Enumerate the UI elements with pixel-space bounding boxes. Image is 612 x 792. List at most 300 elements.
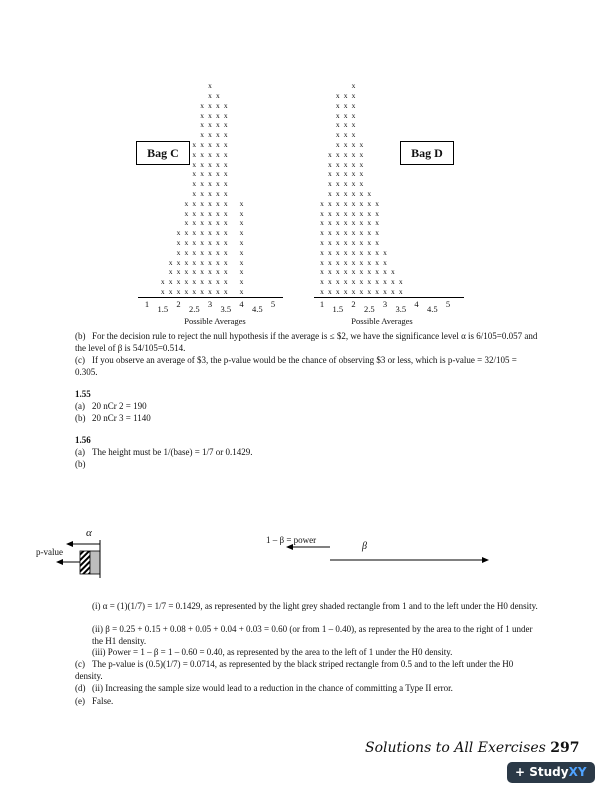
q155-a-text: 20 nCr 2 = 190: [92, 401, 147, 411]
bag-c-x-mark: x: [200, 179, 204, 189]
bag-c-x-mark: x: [208, 218, 212, 228]
bag-d-x-mark: x: [383, 287, 387, 296]
bag-d-x-mark: x: [351, 130, 356, 140]
bag-d-x-mark: x: [351, 100, 356, 110]
bag-d-x-mark: x: [351, 149, 356, 159]
bag-c-x-mark: x: [200, 159, 204, 169]
bag-c-x-mark: x: [216, 189, 220, 198]
bag-d-x-mark: x: [398, 287, 403, 296]
bag-c-x-mark: x: [200, 189, 204, 198]
brand-study: Study: [529, 765, 569, 779]
q155-b: [75, 413, 151, 425]
paragraph-c: [75, 355, 540, 378]
q156-e: [75, 696, 542, 708]
bag-d-x-mark: x: [367, 189, 372, 198]
bag-c-x-mark: x: [216, 218, 220, 228]
bag-c-x-mark: x: [216, 100, 220, 110]
bag-d-x-mark: x: [351, 159, 356, 169]
bag-c-x-mark: x: [184, 218, 189, 228]
bag-c-x-mark: x: [216, 179, 220, 189]
bag-c-axis-title: Possible Averages: [184, 316, 246, 326]
bag-d-x-mark: x: [343, 208, 348, 218]
bag-d-x-mark: x: [328, 149, 332, 159]
brand-xy: XY: [568, 765, 587, 779]
bag-c-tick-label: 1.5: [157, 304, 169, 314]
bag-c-x-mark: x: [192, 159, 197, 169]
bag-c-tick-label: 2: [176, 299, 181, 309]
bag-c-x-mark: x: [184, 277, 189, 287]
bag-d-x-mark: x: [335, 140, 340, 149]
bag-c-x-mark: x: [208, 238, 212, 247]
bag-d-x-mark: x: [391, 287, 395, 296]
bag-c-x-mark: x: [208, 198, 212, 208]
bag-d-x-mark: x: [328, 208, 332, 218]
bag-c-x-mark: x: [208, 81, 212, 91]
bag-d-x-mark: x: [359, 257, 364, 267]
bag-d-x-mark: x: [343, 228, 348, 238]
q156-d-label: (d): [75, 683, 86, 693]
bag-d-x-mark: x: [335, 238, 340, 247]
studyxy-logo[interactable]: [507, 762, 595, 783]
bag-c-x-mark: x: [184, 247, 189, 257]
bag-d-x-mark: x: [359, 179, 364, 189]
q155-b-text: 20 nCr 3 = 1140: [92, 413, 151, 423]
bag-d-x-mark: x: [367, 287, 372, 296]
bag-c-x-mark: x: [223, 149, 228, 159]
q156-a-label: (a): [75, 447, 85, 457]
bag-d-x-mark: x: [320, 238, 324, 247]
bag-c-x-mark: x: [239, 238, 244, 247]
bag-c-x-mark: x: [200, 110, 204, 120]
bag-d-x-mark: x: [383, 267, 387, 277]
bag-d-x-mark: x: [359, 238, 364, 247]
bag-d-x-mark: x: [328, 198, 332, 208]
bag-c-x-mark: x: [208, 247, 212, 257]
bag-c-x-mark: x: [176, 247, 181, 257]
bag-d-x-mark: x: [335, 179, 340, 189]
bag-d-x-mark: x: [328, 189, 332, 198]
bag-d-x-mark: x: [351, 198, 356, 208]
bag-c-x-mark: x: [192, 228, 197, 238]
bag-d-x-mark: x: [335, 169, 340, 179]
pvalue-label: p-value: [36, 547, 63, 557]
bag-d-x-mark: x: [335, 120, 340, 130]
bag-d-x-mark: x: [328, 267, 332, 277]
footer-title-text: Solutions to All Exercises: [365, 740, 546, 756]
pvalue-arrow: [56, 559, 82, 565]
bag-d-x-mark: x: [335, 130, 340, 140]
bag-c-tick-label: 1: [144, 299, 150, 309]
bag-d-x-mark: x: [375, 287, 379, 296]
bag-c-tick-label: 3: [207, 299, 213, 309]
bag-c-tick-label: 5: [270, 299, 276, 309]
bag-d-x-mark: x: [375, 247, 379, 257]
bag-d-x-mark: x: [359, 267, 364, 277]
bag-d-x-mark: x: [359, 208, 364, 218]
bag-c-x-mark: x: [192, 179, 197, 189]
alpha-grey-rect: [90, 551, 100, 574]
paragraph-c-label: (c): [75, 355, 85, 365]
bag-d-x-mark: x: [343, 267, 348, 277]
bag-c-x-mark: x: [176, 228, 181, 238]
bag-c-tick-label: 4.5: [251, 304, 263, 314]
alpha-label: α: [86, 527, 92, 539]
bag-c-x-mark: x: [223, 169, 228, 179]
bag-c-x-mark: x: [239, 208, 244, 218]
bag-c-x-mark: x: [223, 277, 228, 287]
bag-d-x-mark: x: [375, 198, 379, 208]
bag-d-x-mark: x: [375, 218, 379, 228]
bag-d-x-mark: x: [320, 257, 324, 267]
pvalue-striped-rect: [80, 551, 90, 574]
bag-c-x-mark: x: [200, 267, 204, 277]
bag-c-x-mark: x: [223, 228, 228, 238]
bag-c-x-mark: x: [200, 140, 204, 149]
bag-d-x-mark: x: [335, 218, 340, 228]
bag-c-x-mark: x: [223, 208, 228, 218]
bag-d-x-mark: x: [343, 100, 348, 110]
bag-d-axis-title: Possible Averages: [351, 316, 413, 326]
bag-d-x-mark: x: [391, 267, 395, 277]
bag-d-tick-label: 1: [319, 299, 325, 309]
bag-c-x-mark: x: [208, 257, 212, 267]
paragraph-c-text: If you observe an average of $3, the p-value would be the chance of observing $3 or less, which is p-value = 32/105 = 0.305.: [75, 355, 517, 377]
q156-d-text: (ii) Increasing the sample size would lead to a reduction in the chance of committing a Type II error.: [92, 683, 453, 693]
bag-c-x-mark: x: [192, 169, 197, 179]
bag-c-x-mark: x: [216, 130, 220, 140]
bag-d-x-mark: x: [367, 257, 372, 267]
bag-c-x-mark: x: [200, 257, 204, 267]
bag-c-x-mark: x: [216, 247, 220, 257]
bag-d-x-mark: x: [375, 238, 379, 247]
q156-c-label: (c): [75, 659, 85, 669]
bag-d-x-mark: x: [367, 208, 372, 218]
plus-icon: +: [515, 765, 526, 779]
bag-d-x-mark: x: [367, 277, 372, 287]
bag-c-x-mark: x: [192, 149, 197, 159]
bag-c-x-mark: x: [223, 238, 228, 247]
q156-a: [75, 447, 253, 459]
bag-d-x-mark: x: [367, 238, 372, 247]
bag-c-x-mark: x: [192, 198, 197, 208]
bag-d-x-mark: x: [375, 257, 379, 267]
bag-d-x-mark: x: [359, 228, 364, 238]
bag-c-x-mark: x: [216, 159, 220, 169]
bag-d-label: Bag D: [400, 141, 454, 165]
bag-d-tick-label: 4: [414, 299, 419, 309]
bag-d-x-mark: x: [359, 149, 364, 159]
bag-c-x-mark: x: [208, 140, 212, 149]
bag-c-x-mark: x: [208, 149, 212, 159]
bag-d-x-mark: x: [328, 257, 332, 267]
bag-d-x-mark: x: [343, 149, 348, 159]
bag-d-x-mark: x: [398, 277, 403, 287]
bag-d-x-mark: x: [351, 81, 356, 91]
bag-c-x-mark: x: [208, 277, 212, 287]
bag-c-x-mark: x: [223, 189, 228, 198]
bag-c-x-mark: x: [208, 287, 212, 296]
q155-a: [75, 401, 147, 413]
bag-d-x-mark: x: [351, 91, 356, 100]
bag-c-x-mark: x: [239, 267, 244, 277]
page-number: 297: [550, 740, 580, 756]
bag-c-x-mark: x: [216, 208, 220, 218]
bag-c-x-mark: x: [239, 198, 244, 208]
bag-c-x-mark: x: [208, 159, 212, 169]
paragraph-b: [75, 331, 540, 354]
bag-d-x-mark: x: [335, 189, 340, 198]
q156-d: [75, 683, 542, 695]
bag-c-x-mark: x: [239, 287, 244, 296]
bag-c-x-mark: x: [216, 198, 220, 208]
bag-c-tick-label: 4: [239, 299, 244, 309]
bag-c-x-mark: x: [223, 198, 228, 208]
bag-c-x-mark: x: [216, 287, 220, 296]
bag-d-x-mark: x: [351, 218, 356, 228]
bag-c-x-mark: x: [192, 218, 197, 228]
bag-c-x-mark: x: [192, 257, 197, 267]
bag-d-x-mark: x: [320, 247, 324, 257]
bag-c-x-mark: x: [223, 100, 228, 110]
bag-c-x-mark: x: [200, 198, 204, 208]
bag-d-tick-label: 2: [351, 299, 356, 309]
bag-c-x-mark: x: [208, 169, 212, 179]
bag-d-x-mark: x: [343, 91, 348, 100]
footer-title: [365, 740, 579, 756]
bag-c-x-mark: x: [200, 120, 204, 130]
bag-c-x-mark: x: [184, 287, 189, 296]
bag-d-x-mark: x: [383, 247, 387, 257]
bag-d-x-mark: x: [351, 238, 356, 247]
density-diagram: [0, 520, 612, 590]
bag-c-x-mark: x: [192, 189, 197, 198]
bag-d-x-mark: x: [328, 169, 332, 179]
bag-c-x-mark: x: [184, 257, 189, 267]
bag-d-x-mark: x: [351, 140, 356, 149]
bag-c-x-mark: x: [184, 208, 189, 218]
bag-d-x-mark: x: [328, 238, 332, 247]
paragraph-b-label: (b): [75, 331, 86, 341]
bag-d-x-mark: x: [343, 120, 348, 130]
bag-c-x-mark: x: [223, 257, 228, 267]
bag-c-tick-label: 2.5: [188, 304, 200, 314]
bag-d-x-mark: x: [328, 228, 332, 238]
bag-d-tick-label: 4.5: [426, 304, 438, 314]
bag-c-x-mark: x: [223, 287, 228, 296]
beta-arrow: [330, 557, 489, 563]
bag-d-x-mark: x: [351, 110, 356, 120]
bag-d-x-mark: x: [351, 257, 356, 267]
bag-d-x-mark: x: [343, 159, 348, 169]
bag-d-x-mark: x: [328, 218, 332, 228]
bag-d-x-mark: x: [343, 189, 348, 198]
bag-d-x-mark: x: [343, 179, 348, 189]
bag-d-x-mark: x: [320, 198, 324, 208]
bag-d-x-mark: x: [328, 277, 332, 287]
q155-a-label: (a): [75, 401, 85, 411]
bag-c-x-mark: x: [239, 277, 244, 287]
bag-d-x-mark: x: [335, 91, 340, 100]
bag-d-x-mark: x: [391, 277, 395, 287]
bag-d-x-mark: x: [359, 189, 364, 198]
bag-d-x-mark: x: [335, 247, 340, 257]
bag-d-x-mark: x: [335, 159, 340, 169]
bag-c-x-mark: x: [160, 277, 165, 287]
bag-c-x-mark: x: [192, 287, 197, 296]
bag-c-x-mark: x: [239, 228, 244, 238]
bag-d-x-mark: x: [375, 267, 379, 277]
bag-d-x-mark: x: [343, 130, 348, 140]
bag-c-x-mark: x: [192, 247, 197, 257]
bag-c-x-mark: x: [216, 149, 220, 159]
bag-d-x-mark: x: [320, 208, 324, 218]
bag-c-x-mark: x: [223, 179, 228, 189]
bag-d-x-mark: x: [351, 267, 356, 277]
bag-c-x-mark: x: [192, 140, 197, 149]
bag-d-x-mark: x: [343, 238, 348, 247]
bag-c-x-mark: x: [223, 267, 228, 277]
bag-d-x-mark: x: [335, 277, 340, 287]
bag-c-x-mark: x: [176, 287, 181, 296]
bag-c-x-mark: x: [208, 91, 212, 100]
bag-c-x-mark: x: [176, 238, 181, 247]
bag-d-x-mark: x: [343, 140, 348, 149]
bag-d-x-mark: x: [343, 169, 348, 179]
q156-e-label: (e): [75, 696, 85, 706]
q156-b-i: (i) α = (1)(1/7) = 1/7 = 0.1429, as represented by the light grey shaded rectangle from 1 and to the left under the H0 density.: [92, 601, 538, 611]
bag-d-x-mark: x: [320, 218, 324, 228]
bag-c-x-mark: x: [200, 100, 204, 110]
bag-d-x-mark: x: [351, 228, 356, 238]
bag-d-x-mark: x: [335, 257, 340, 267]
bag-c-x-mark: x: [200, 208, 204, 218]
beta-label: β: [362, 541, 367, 552]
bag-d-x-mark: x: [375, 228, 379, 238]
bag-d-x-mark: x: [367, 218, 372, 228]
bag-d-x-mark: x: [320, 277, 324, 287]
bag-d-x-mark: x: [351, 169, 356, 179]
paragraph-b-text: For the decision rule to reject the null hypothesis if the average is ≤ $2, we have the significance level α is 6/105=0.057 and the level of β is 54/105=0.514.: [75, 331, 538, 353]
bag-c-x-mark: x: [208, 267, 212, 277]
bag-d-x-mark: x: [335, 228, 340, 238]
bag-d-x-mark: x: [359, 159, 364, 169]
bag-d-x-mark: x: [359, 287, 364, 296]
bag-c-x-mark: x: [223, 159, 228, 169]
bag-c-x-mark: x: [223, 218, 228, 228]
bag-c-x-mark: x: [239, 247, 244, 257]
bag-d-x-mark: x: [351, 208, 356, 218]
bag-d-x-mark: x: [367, 228, 372, 238]
bag-d-x-mark: x: [351, 247, 356, 257]
bag-d-tick-label: 2.5: [363, 304, 375, 314]
bag-d-x-mark: x: [351, 179, 356, 189]
bag-c-x-mark: x: [192, 238, 197, 247]
dot-plot: [0, 0, 612, 330]
bag-c-x-mark: x: [200, 149, 204, 159]
bag-c-x-mark: x: [200, 169, 204, 179]
bag-c-x-mark: x: [208, 208, 212, 218]
bag-c-x-mark: x: [216, 228, 220, 238]
bag-c-x-mark: x: [216, 257, 220, 267]
bag-c-tick-label: 3.5: [220, 304, 232, 314]
bag-d-x-mark: x: [343, 257, 348, 267]
q156-b: [75, 459, 92, 471]
bag-d-x-mark: x: [320, 287, 324, 296]
bag-c-x-mark: x: [216, 140, 220, 149]
bag-d-x-mark: x: [383, 277, 387, 287]
bag-c-x-mark: x: [200, 287, 204, 296]
bag-c-x-mark: x: [223, 130, 228, 140]
bag-d-x-mark: x: [367, 267, 372, 277]
bag-c-x-mark: x: [208, 100, 212, 110]
bag-d-x-mark: x: [343, 110, 348, 120]
bag-d-x-mark: x: [351, 120, 356, 130]
q156-b-label: (b): [75, 459, 86, 469]
bag-c-x-mark: x: [200, 218, 204, 228]
bag-c-x-mark: x: [216, 110, 220, 120]
q155-b-label: (b): [75, 413, 86, 423]
bag-d-x-mark: x: [359, 218, 364, 228]
bag-c-label: Bag C: [136, 141, 190, 165]
bag-d-x-mark: x: [328, 247, 332, 257]
bag-d-tick-label: 1.5: [332, 304, 344, 314]
bag-d-x-mark: x: [320, 228, 324, 238]
bag-d-x-mark: x: [335, 208, 340, 218]
bag-c-x-mark: x: [216, 120, 220, 130]
bag-c-x-mark: x: [200, 277, 204, 287]
bag-c-x-mark: x: [216, 169, 220, 179]
bag-d-x-mark: x: [335, 198, 340, 208]
bag-d-tick-label: 5: [445, 299, 451, 309]
bag-d-x-mark: x: [328, 159, 332, 169]
heading-1-55: 1.55: [75, 389, 91, 399]
q156-c-text: The p-value is (0.5)(1/7) = 0.0714, as represented by the black striped rectangle from 0.5 and to the left under the H0 density.: [75, 659, 514, 681]
bag-c-x-mark: x: [223, 247, 228, 257]
bag-c-x-mark: x: [176, 257, 181, 267]
bag-c-x-mark: x: [223, 110, 228, 120]
bag-c-x-mark: x: [168, 257, 173, 267]
bag-c-x-mark: x: [200, 238, 204, 247]
bag-d-x-mark: x: [335, 287, 340, 296]
q156-e-text: False.: [92, 696, 114, 706]
bag-c-x-mark: x: [184, 267, 189, 277]
bag-c-x-mark: x: [200, 247, 204, 257]
bag-d-x-mark: x: [343, 277, 348, 287]
bag-c-x-mark: x: [176, 267, 181, 277]
bag-c-x-mark: x: [200, 130, 204, 140]
bag-c-x-mark: x: [168, 277, 173, 287]
bag-d-x-mark: x: [375, 208, 379, 218]
power-label: 1 – β = power: [266, 535, 317, 545]
q156-c: [75, 659, 542, 682]
q156-b-iii: (iii) Power = 1 – β = 1 – 0.60 = 0.40, as represented by the area to the left of 1 under the H0 density.: [92, 647, 453, 657]
bag-c-x-mark: x: [208, 189, 212, 198]
bag-c-x-mark: x: [168, 287, 173, 296]
bag-c-x-mark: x: [223, 120, 228, 130]
bag-d-x-mark: x: [351, 189, 356, 198]
bag-c-x-mark: x: [200, 228, 204, 238]
heading-1-56: 1.56: [75, 435, 91, 445]
bag-d-x-mark: x: [367, 198, 372, 208]
alpha-arrow: [66, 541, 100, 547]
bag-d-tick-label: 3: [382, 299, 388, 309]
bag-d-x-mark: x: [359, 277, 364, 287]
bag-d-x-mark: x: [351, 287, 356, 296]
bag-d-x-mark: x: [359, 140, 364, 149]
q156-b-ii: (ii) β = 0.25 + 0.15 + 0.08 + 0.05 + 0.04 + 0.03 = 0.60 (or from 1 – 0.40), as represented by the area to the right of 1 under the H1 density.: [92, 624, 533, 646]
bag-c-x-mark: x: [208, 130, 212, 140]
bag-c-x-mark: x: [160, 287, 165, 296]
